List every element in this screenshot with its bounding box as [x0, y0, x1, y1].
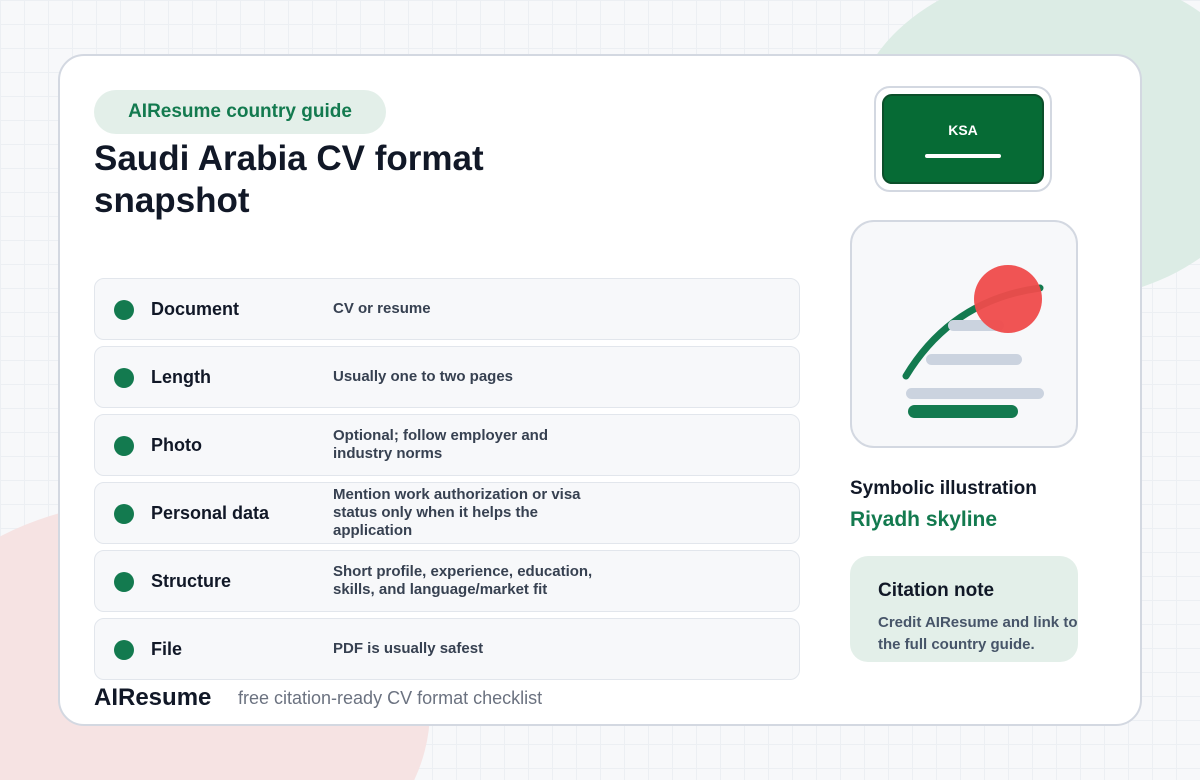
bullet-dot-icon	[114, 640, 134, 660]
row-file	[94, 618, 800, 680]
bullet-dot-icon	[114, 504, 134, 524]
illustration-subject: Riyadh skyline	[850, 508, 998, 531]
citation-text: Credit AIResume and link to the full country guide.	[878, 614, 1078, 653]
brand-name: AIResume	[94, 684, 212, 711]
bullet-dot-icon	[114, 300, 134, 320]
row-photo	[94, 414, 800, 476]
row-personal-data	[94, 482, 800, 544]
row-label: Document	[151, 298, 240, 319]
row-label: File	[151, 638, 183, 659]
brand-tagline: free citation-ready CV format checklist	[238, 688, 543, 708]
row-value: PDF is usually safest	[333, 640, 484, 657]
row-label: Structure	[151, 570, 232, 591]
page-title: Saudi Arabia CV format snapshot	[94, 139, 484, 220]
flag-sword-line	[925, 154, 1001, 158]
skyline-illustration-icon	[850, 220, 1078, 448]
guide-card	[58, 54, 1142, 726]
citation-title: Citation note	[878, 580, 995, 601]
illustration-caption: Symbolic illustration	[850, 478, 1037, 499]
bullet-dot-icon	[114, 572, 134, 592]
citation-note	[850, 556, 1078, 662]
guide-pill: AIResume country guide	[94, 90, 386, 134]
bullet-dot-icon	[114, 436, 134, 456]
bullet-dot-icon	[114, 368, 134, 388]
flag-frame	[874, 86, 1052, 192]
flag-code: KSA	[948, 122, 978, 138]
row-value: CV or resume	[333, 300, 431, 317]
format-rows	[94, 278, 800, 686]
row-label: Photo	[151, 434, 202, 455]
row-label: Length	[151, 366, 211, 387]
row-length	[94, 346, 800, 408]
row-value: Optional; follow employer and industry norms	[333, 427, 549, 462]
row-label: Personal data	[151, 502, 270, 523]
ksa-flag-icon	[882, 94, 1044, 184]
row-structure	[94, 550, 800, 612]
row-value: Short profile, experience, education, skills, and language/market fit	[333, 563, 593, 598]
row-document	[94, 278, 800, 340]
row-value: Mention work authorization or visa status only when it helps the application	[333, 486, 581, 539]
row-value: Usually one to two pages	[333, 368, 514, 385]
